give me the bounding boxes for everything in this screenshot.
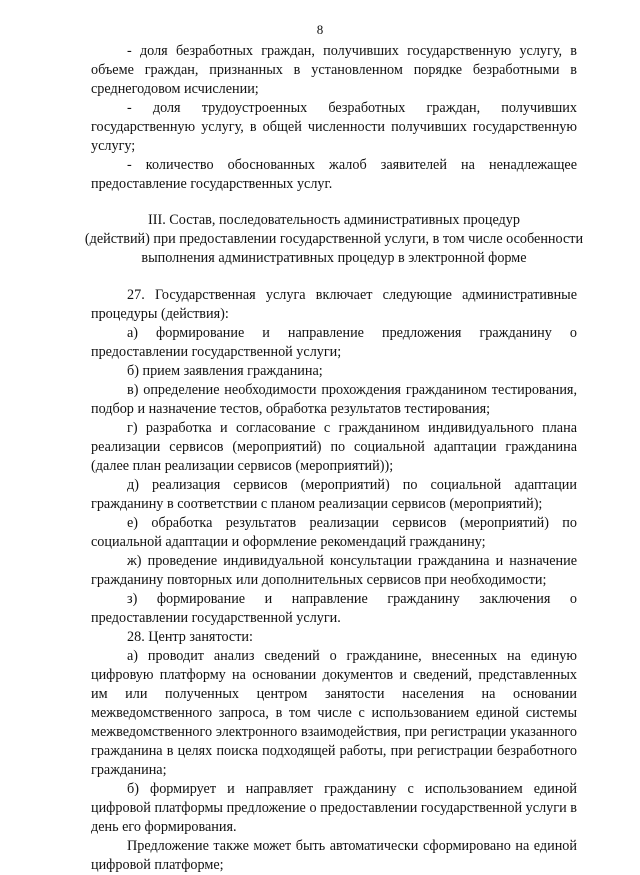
paragraph: б) формирует и направляет гражданину с использованием единой цифровой платформы предложение о предоставлении государственной услуги в день его формирования. <box>91 781 577 835</box>
paragraph: б) прием заявления гражданина; <box>127 363 323 379</box>
list-item: - доля безработных граждан, получивших государственную услугу, в объеме граждан, признанных в установленном порядке безработными в среднегодовом исчислении; <box>91 43 577 97</box>
paragraph: е) обработка результатов реализации сервисов (мероприятий) по социальной адаптации и оформление рекомендаций гражданину; <box>91 515 577 550</box>
section-heading-line: III. Состав, последовательность административных процедур <box>148 212 520 228</box>
paragraph: в) определение необходимости прохождения гражданином тестирования, подбор и назначение тестов, обработка результатов тестирования; <box>91 382 577 417</box>
paragraph: 28. Центр занятости: <box>127 629 253 645</box>
paragraph: а) проводит анализ сведений о гражданине, внесенных на единую цифровую платформу на основании документов и сведений, представленных им или полученных центром занятости населения на основании межведомственного запроса, в том числе с использованием единой системы межведомственного электронного взаимодействия, при регистрации указанного гражданина в целях поиска подходящей работы, при регистрации безработного гражданина; <box>91 648 577 778</box>
paragraph: ж) проведение индивидуальной консультации гражданина и назначение гражданину повторных или дополнительных сервисов при необходимости; <box>91 553 577 588</box>
list-item: - количество обоснованных жалоб заявителей на ненадлежащее предоставление государственных услуг. <box>91 157 577 192</box>
section-heading <box>84 211 584 268</box>
page-number: 8 <box>316 22 324 37</box>
section-heading-line: выполнения административных процедур в электронной форме <box>141 250 527 266</box>
section-heading-line: (действий) при предоставлении государственной услуги, в том числе особенности <box>84 231 584 247</box>
paragraph: 27. Государственная услуга включает следующие административные процедуры (действия): <box>91 287 577 322</box>
list-item: - доля трудоустроенных безработных граждан, получивших государственную услугу, в общей численности получивших государственную услугу; <box>91 100 577 154</box>
paragraph: г) разработка и согласование с гражданином индивидуального плана реализации сервисов (мероприятий) по социальной адаптации гражданина (далее план реализации сервисов (мероприятий)); <box>91 420 577 474</box>
paragraph: Предложение также может быть автоматически сформировано на единой цифровой платформе; <box>91 838 577 873</box>
document-body <box>84 42 584 875</box>
paragraph: з) формирование и направление гражданину заключения о предоставлении государственной услуги. <box>91 591 577 626</box>
paragraph: а) формирование и направление предложения гражданину о предоставлении государственной услуги; <box>91 325 577 360</box>
paragraph: д) реализация сервисов (мероприятий) по социальной адаптации гражданину в соответствии с планом реализации сервисов (мероприятий); <box>91 477 577 512</box>
